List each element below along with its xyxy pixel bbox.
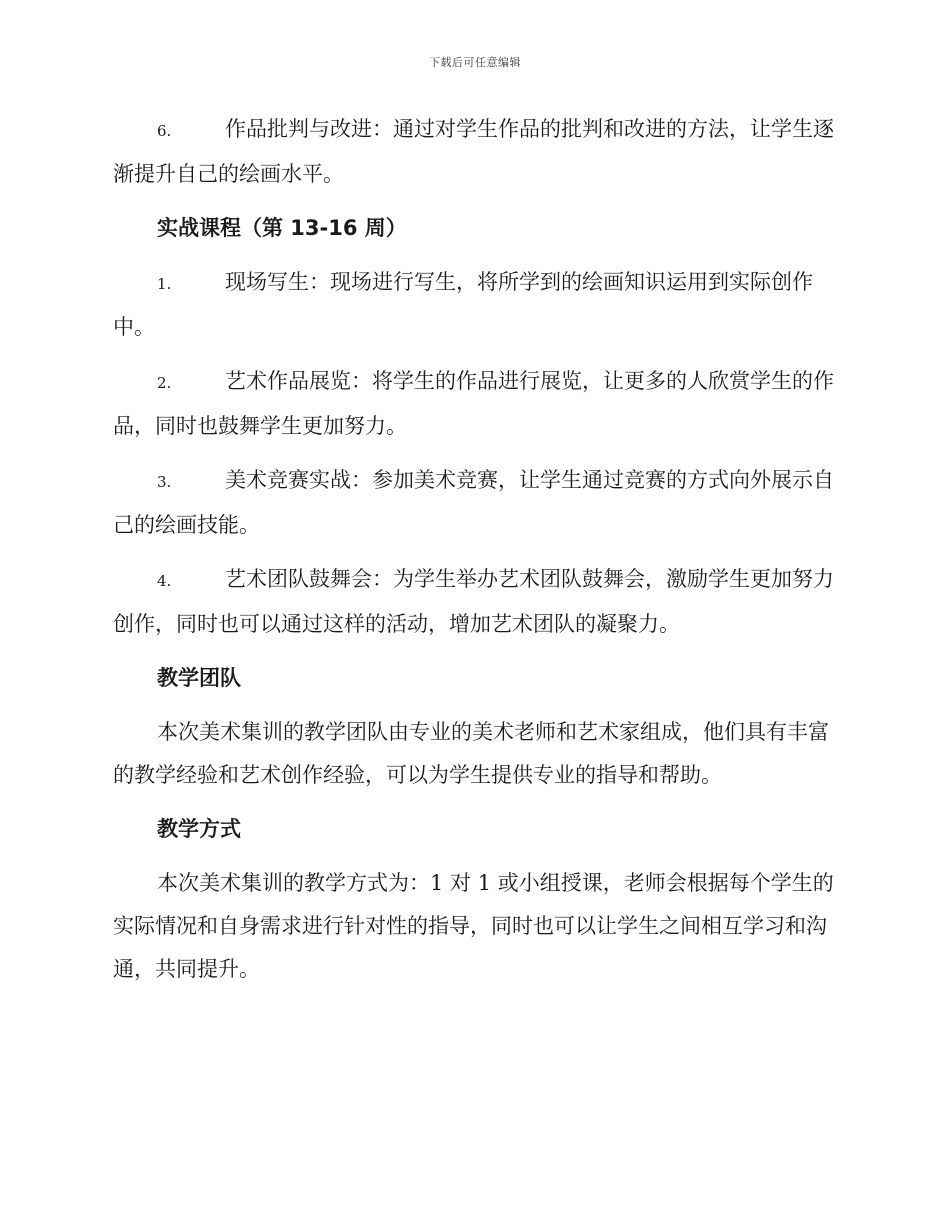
- list-item-text: 美术竞赛实战：参加美术竞赛，让学生通过竞赛的方式向外展示自己的绘画技能。: [113, 468, 834, 537]
- list-item-number: 2.: [157, 374, 172, 392]
- page-header: 下载后可任意编辑: [429, 56, 521, 69]
- list-item-number: 3.: [157, 473, 172, 491]
- list-item-number: 6.: [157, 122, 172, 140]
- list-item: [113, 558, 837, 646]
- section-heading-practice: 实战课程（第 13-16 周）: [157, 216, 407, 240]
- list-item-text: 作品批判与改进：通过对学生作品的批判和改进的方法，让学生逐渐提升自己的绘画水平。: [113, 117, 834, 186]
- list-item-text: 艺术团队鼓舞会：为学生举办艺术团队鼓舞会，激励学生更加努力创作，同时也可以通过这样的活动，增加艺术团队的凝聚力。: [113, 567, 834, 636]
- list-item: [113, 108, 837, 196]
- section-heading-team: 教学团队: [157, 666, 241, 690]
- list-item-text: 艺术作品展览：将学生的作品进行展览，让更多的人欣赏学生的作品，同时也鼓舞学生更加努力。: [113, 369, 834, 438]
- list-item: [113, 261, 837, 349]
- document-body: [113, 108, 837, 1002]
- list-item-text: 现场写生：现场进行写生，将所学到的绘画知识运用到实际创作中。: [113, 270, 813, 339]
- paragraph-team: 本次美术集训的教学团队由专业的美术老师和艺术家组成，他们具有丰富的教学经验和艺术创作经验，可以为学生提供专业的指导和帮助。: [113, 720, 829, 787]
- list-item-number: 4.: [157, 572, 172, 590]
- list-item: [113, 360, 837, 448]
- list-item-number: 1.: [157, 275, 172, 293]
- list-item: [113, 459, 837, 547]
- paragraph-method: 本次美术集训的教学方式为：1 对 1 或小组授课，老师会根据每个学生的实际情况和自身需求进行针对性的指导，同时也可以让学生之间相互学习和沟通，共同提升。: [113, 871, 834, 981]
- section-heading-method: 教学方式: [157, 817, 241, 841]
